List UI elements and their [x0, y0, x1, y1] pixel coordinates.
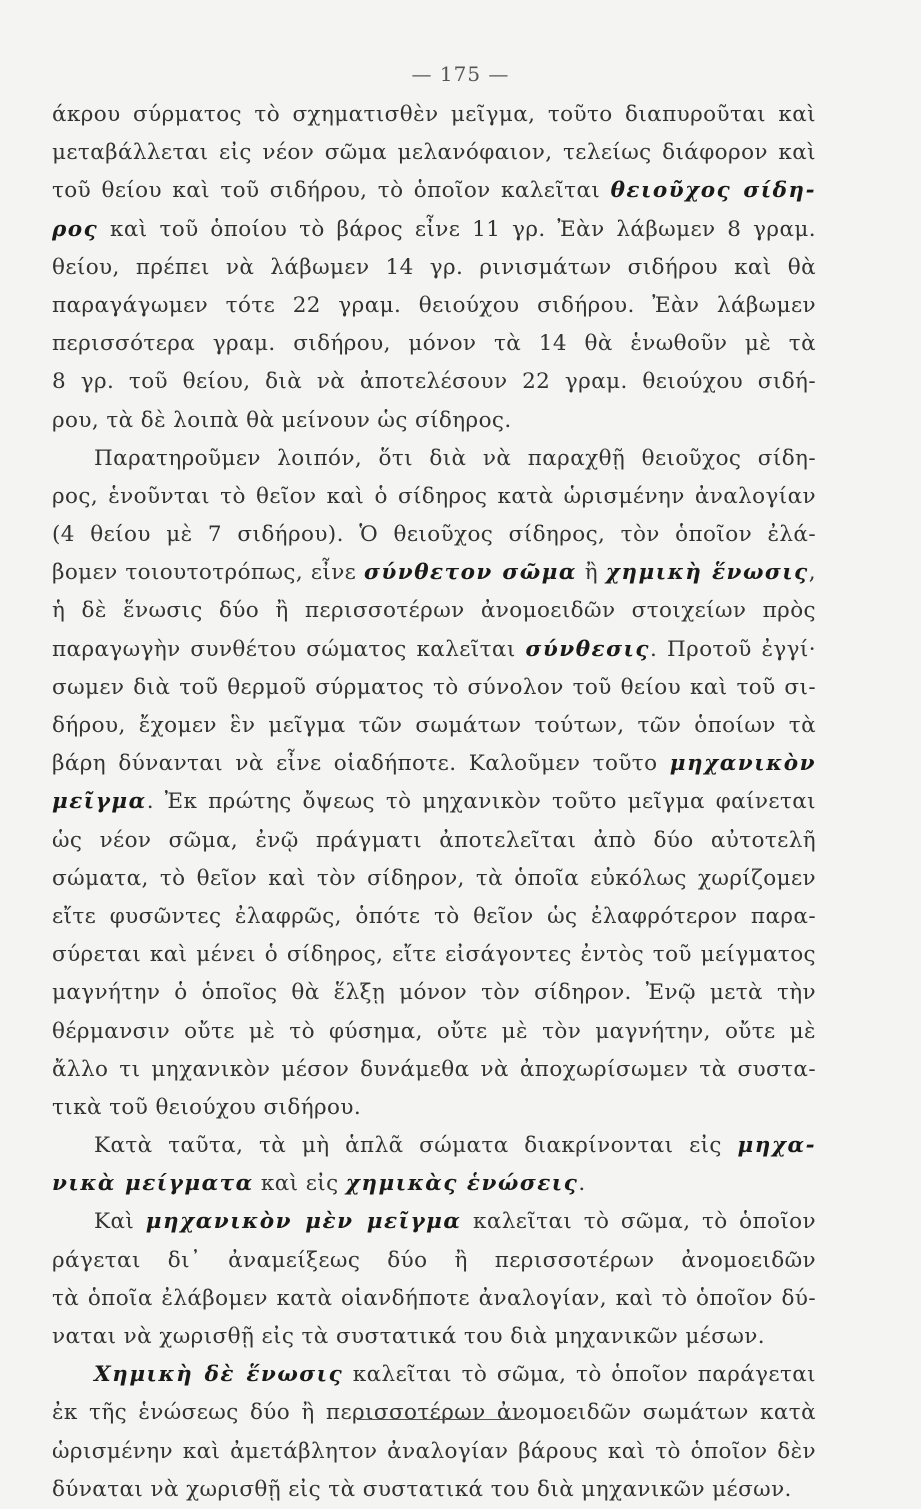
text-run: ὡρισμένην καὶ ἀμετάβλητον ἀναλογίαν βάρους καὶ τὸ ὁποῖον δὲν	[52, 1438, 816, 1464]
emphasized-term: μηχανικὸν	[669, 751, 816, 777]
text-run: βομεν τοιουτοτρόπως, εἶνε	[52, 560, 364, 586]
text-run: δήρου, ἔχομεν ἓν μεῖγμα τῶν σωμάτων τούτων, τῶν ὁποίων τὰ	[52, 713, 816, 738]
text-line	[52, 1242, 816, 1280]
text-line	[52, 1356, 816, 1394]
text-run: . Προτοῦ ἐγγί·	[649, 636, 816, 662]
text-run: καλεῖται τὸ σῶμα, τὸ ὁποῖον παράγεται	[343, 1362, 816, 1388]
emphasized-term: μηχανικὸν μὲν μεῖγμα	[145, 1209, 462, 1235]
text-line	[52, 707, 816, 745]
text-line	[52, 783, 816, 821]
text-run: παραγάγωμεν τότε 22 γραμ. θειούχου σιδήρου. Ἐὰν λάβωμεν	[52, 292, 816, 318]
text-line	[52, 745, 816, 783]
text-run: Κατὰ ταῦτα, τὰ μὴ ἁπλᾶ σώματα διακρίνονται εἰς	[94, 1133, 738, 1159]
text-line	[52, 134, 816, 172]
text-line	[52, 631, 816, 669]
text-line	[52, 1433, 816, 1471]
text-run: παραγωγὴν συνθέτου σώματος καλεῖται	[52, 636, 526, 662]
text-run: ναται νὰ χωρισθῇ εἰς τὰ συστατικά του διὰ μηχανικῶν μέσων.	[52, 1324, 765, 1349]
section-rule	[357, 1419, 525, 1420]
text-line	[52, 592, 816, 630]
text-run: τοῦ θείου καὶ τοῦ σιδήρου, τὸ ὁποῖον καλεῖται	[52, 178, 611, 204]
text-line	[52, 1165, 816, 1203]
text-run: περισσότερα γραμ. σιδήρου, μόνον τὰ 14 θὰ ἑνωθοῦν μὲ τὰ	[52, 331, 816, 357]
emphasized-term: ρος	[52, 216, 99, 242]
text-run: Παρατηροῦμεν λοιπόν, ὅτι διὰ νὰ παραχθῇ θειοῦχος σίδη-	[94, 445, 816, 471]
text-run: 8 γρ. τοῦ θείου, διὰ νὰ ἀποτελέσουν 22 γραμ. θειούχου σιδή-	[52, 369, 816, 395]
text-line	[52, 1089, 816, 1127]
emphasized-term: μεῖγμα	[52, 789, 147, 815]
text-line	[52, 402, 816, 440]
text-run: εἴτε φυσῶντες ἐλαφρῶς, ὁπότε τὸ θεῖον ὡς ἐλαφρότερον παρα-	[52, 903, 816, 929]
text-run: σώματα, τὸ θεῖον καὶ τὸν σίδηρον, τὰ ὁποῖα εὐκόλως χωρίζομεν	[52, 865, 816, 891]
emphasized-term: χημικὰς ἑνώσεις	[345, 1171, 579, 1197]
text-line	[52, 249, 816, 287]
text-run: καὶ τοῦ ὁποίου τὸ βάρος εἶνε 11 γρ. Ἐὰν λάβωμεν 8 γραμ.	[98, 216, 816, 242]
text-run: ἢ	[576, 560, 606, 586]
text-run: βάρη δύνανται νὰ εἶνε οἱαδήποτε. Καλοῦμεν τοῦτο	[52, 751, 670, 777]
text-line	[52, 172, 816, 210]
text-line	[52, 898, 816, 936]
text-line	[52, 1127, 816, 1165]
text-run: Καὶ	[94, 1209, 146, 1235]
text-line	[52, 669, 816, 707]
text-line	[52, 96, 816, 134]
text-run: θείου, πρέπει νὰ λάβωμεν 14 γρ. ρινισμάτων σιδήρου καὶ θὰ	[52, 254, 816, 280]
emphasized-term: μηχα-	[737, 1133, 816, 1159]
text-run: δύναται νὰ χωρισθῇ εἰς τὰ συστατικά του διὰ μηχανικῶν μέσων.	[52, 1476, 792, 1502]
text-line	[52, 1394, 816, 1432]
text-run: τὰ ὁποῖα ἐλάβομεν κατὰ οἱανδήποτε ἀναλογίαν, καὶ τὸ ὁποῖον δύ-	[52, 1285, 816, 1311]
text-line	[52, 1013, 816, 1051]
text-line	[52, 516, 816, 554]
text-run: μαγνήτην ὁ ὁποῖος θὰ ἕλξῃ μόνον τὸν σίδηρον. Ἐνῷ μετὰ τὴν	[52, 980, 816, 1006]
emphasized-term: χημικὴ ἕνωσις	[605, 560, 809, 586]
text-run: καὶ εἰς	[253, 1171, 346, 1197]
text-run: ρου, τὰ δὲ λοιπὰ θὰ μείνουν ὡς σίδηρος.	[52, 407, 512, 433]
text-line	[52, 1051, 816, 1089]
text-run: ράγεται δι᾽ ἀναμείξεως δύο ἢ περισσοτέρων ἀνομοειδῶν	[52, 1247, 816, 1273]
text-line	[52, 1471, 816, 1509]
text-run: ἄλλο τι μηχανικὸν μέσον δυνάμεθα νὰ ἀποχωρίσωμεν τὰ συστα-	[52, 1056, 816, 1082]
text-line	[52, 1203, 816, 1241]
text-run: ἡ δὲ ἕνωσις δύο ἢ περισσοτέρων ἀνομοειδῶν στοιχείων πρὸς	[52, 598, 816, 624]
text-line	[52, 1280, 816, 1318]
text-line	[52, 440, 816, 478]
emphasized-term: θειοῦχος σίδη-	[610, 178, 816, 204]
text-run: . Ἐκ πρώτης ὄψεως τὸ μηχανικὸν τοῦτο μεῖγμα φαίνεται	[146, 789, 816, 815]
text-line	[52, 974, 816, 1012]
text-run: μεταβάλλεται εἰς νέον σῶμα μελανόφαιον, τελείως διάφορον καὶ	[52, 140, 816, 166]
text-run: ἐκ τῆς ἑνώσεως δύο ἢ περισσοτέρων ἀνομοειδῶν σωμάτων κατὰ	[52, 1400, 816, 1426]
text-run: θέρμανσιν οὔτε μὲ τὸ φύσημα, οὔτε μὲ τὸν μαγνήτην, οὔτε μὲ	[52, 1018, 816, 1044]
text-line	[52, 936, 816, 974]
text-line	[52, 554, 816, 592]
text-run: σύρεται καὶ μένει ὁ σίδηρος, εἴτε εἰσάγοντες ἐντὸς τοῦ μείγματος	[52, 942, 816, 968]
text-run: καλεῖται τὸ σῶμα, τὸ ὁποῖον	[472, 1209, 816, 1235]
text-run: ὡς νέον σῶμα, ἐνῷ πράγματι ἀποτελεῖται ἀπὸ δύο αὐτοτελῆ	[52, 827, 816, 853]
text-run: .	[578, 1171, 586, 1197]
text-line	[52, 287, 816, 325]
text-run: ,	[808, 560, 816, 586]
text-line	[52, 478, 816, 516]
page-number: — 175 —	[411, 62, 510, 86]
text-run: ρος, ἑνοῦνται τὸ θεῖον καὶ ὁ σίδηρος κατὰ ὡρισμένην ἀναλογίαν	[52, 483, 816, 509]
text-line	[52, 363, 816, 401]
text-line	[52, 211, 816, 249]
emphasized-term: νικὰ μείγματα	[52, 1171, 254, 1197]
body-text	[52, 96, 816, 1509]
text-run: τικὰ τοῦ θειούχου σιδήρου.	[52, 1094, 362, 1120]
text-line	[52, 860, 816, 898]
text-run: άκρου σύρματος τὸ σχηματισθὲν μεῖγμα, τοῦτο διαπυροῦται καὶ	[52, 102, 816, 127]
text-line	[52, 325, 816, 363]
emphasized-term: Χημικὴ δὲ ἕνωσις	[94, 1362, 344, 1388]
text-run: σωμεν διὰ τοῦ θερμοῦ σύρματος τὸ σύνολον τοῦ θείου καὶ τοῦ σι-	[52, 674, 816, 700]
text-run: (4 θείου μὲ 7 σιδήρου). Ὁ θειοῦχος σίδηρος, τὸν ὁποῖον ἐλά-	[52, 522, 816, 548]
emphasized-term: σύνθετον σῶμα	[364, 560, 577, 586]
text-line	[52, 1318, 816, 1356]
emphasized-term: σύνθεσις	[525, 636, 650, 662]
text-line	[52, 822, 816, 860]
